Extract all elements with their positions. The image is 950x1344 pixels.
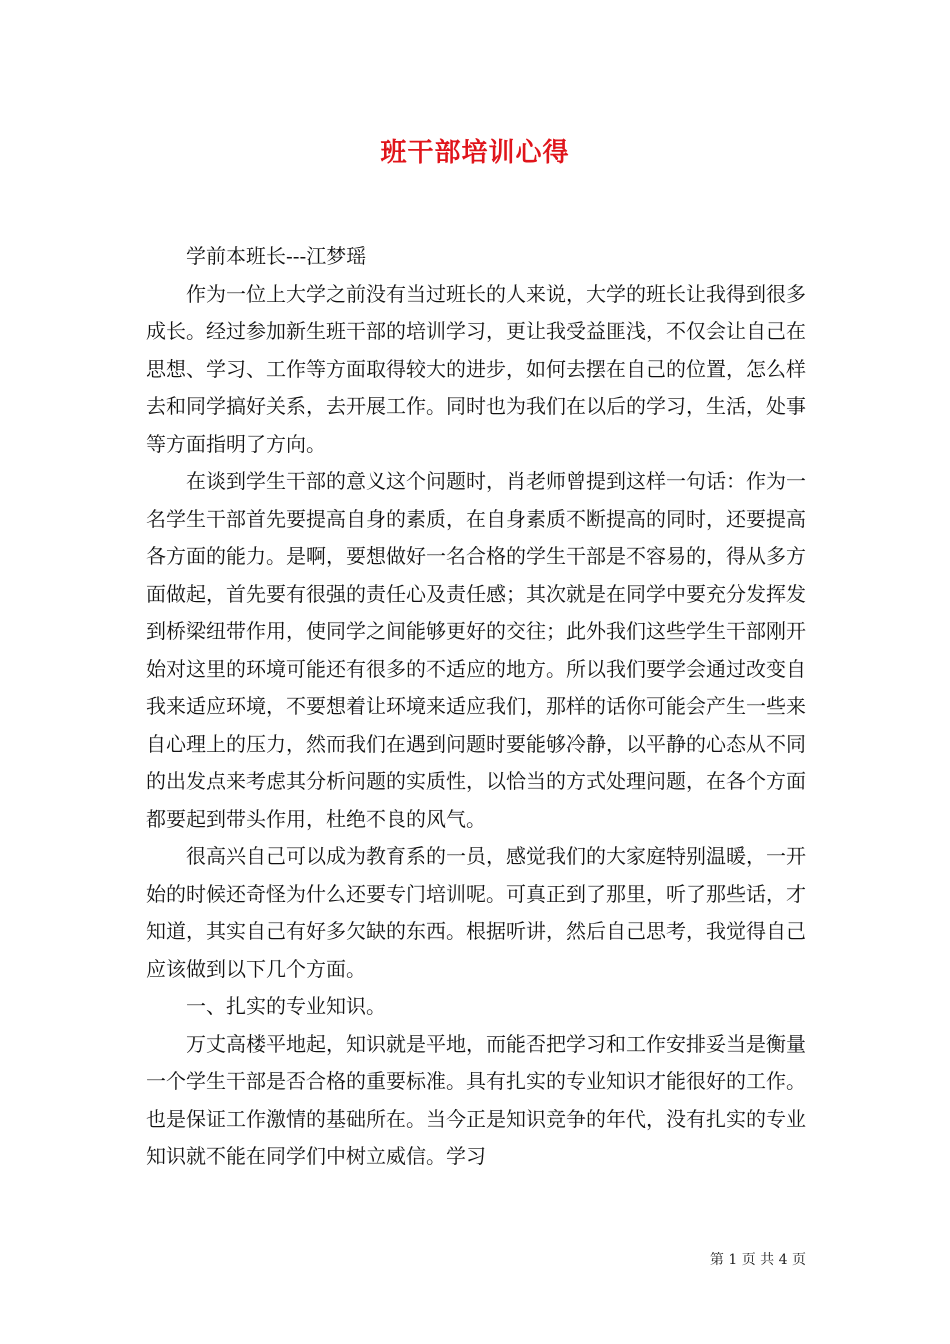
paragraph-3: 很高兴自己可以成为教育系的一员，感觉我们的大家庭特别温暖，一开始的时候还奇怪为什么还要专门培训呢。可真正到了那里，听了那些话，才知道，其实自己有好多欠缺的东西。根据听讲，然后自己思考，我觉得自己应该做到以下几个方面。 [146, 844, 806, 981]
document-title: 班干部培训心得 [380, 138, 570, 168]
paragraph-2: 在谈到学生干部的意义这个问题时，肖老师曾提到这样一句话：作为一名学生干部首先要提高自身的素质，在自身素质不断提高的同时，还要提高各方面的能力。是啊，要想做好一名合格的学生干部是不容易的，得从多方面做起，首先要有很强的责任心及责任感；其次就是在同学中要充分发挥发到桥梁纽带作用，使同学之间能够更好的交往；此外我们这些学生干部刚开始对这里的环境可能还有很多的不适应的地方。所以我们要学会通过改变自我来适应环境，不要想着让环境来适应我们，那样的话你可能会产生一些来自心理上的压力，然而我们在遇到问题时要能够冷静，以平静的心态从不同的出发点来考虑其分析问题的实质性，以恰当的方式处理问题，在各个方面都要起到带头作用，杜绝不良的风气。 [146, 469, 806, 831]
page-number: 第 1 页 共 4 页 [709, 1252, 806, 1268]
paragraph-1: 作为一位上大学之前没有当过班长的人来说，大学的班长让我得到很多成长。经过参加新生班干部的培训学习，更让我受益匪浅，不仅会让自己在思想、学习、工作等方面取得较大的进步，如何去摆在自己的位置，怎么样去和同学搞好关系，去开展工作。同时也为我们在以后的学习，生活，处事等方面指明了方向。 [146, 281, 806, 456]
author-line: 学前本班长---江梦瑶 [186, 244, 367, 268]
section-heading-1: 一、扎实的专业知识。 [186, 994, 386, 1018]
paragraph-4: 万丈高楼平地起，知识就是平地，而能否把学习和工作安排妥当是衡量一个学生干部是否合格的重要标准。具有扎实的专业知识才能很好的工作。也是保证工作激情的基础所在。当今正是知识竞争的年代，没有扎实的专业知识就不能在同学们中树立威信。学习 [146, 1031, 806, 1168]
document-body [146, 238, 806, 1176]
